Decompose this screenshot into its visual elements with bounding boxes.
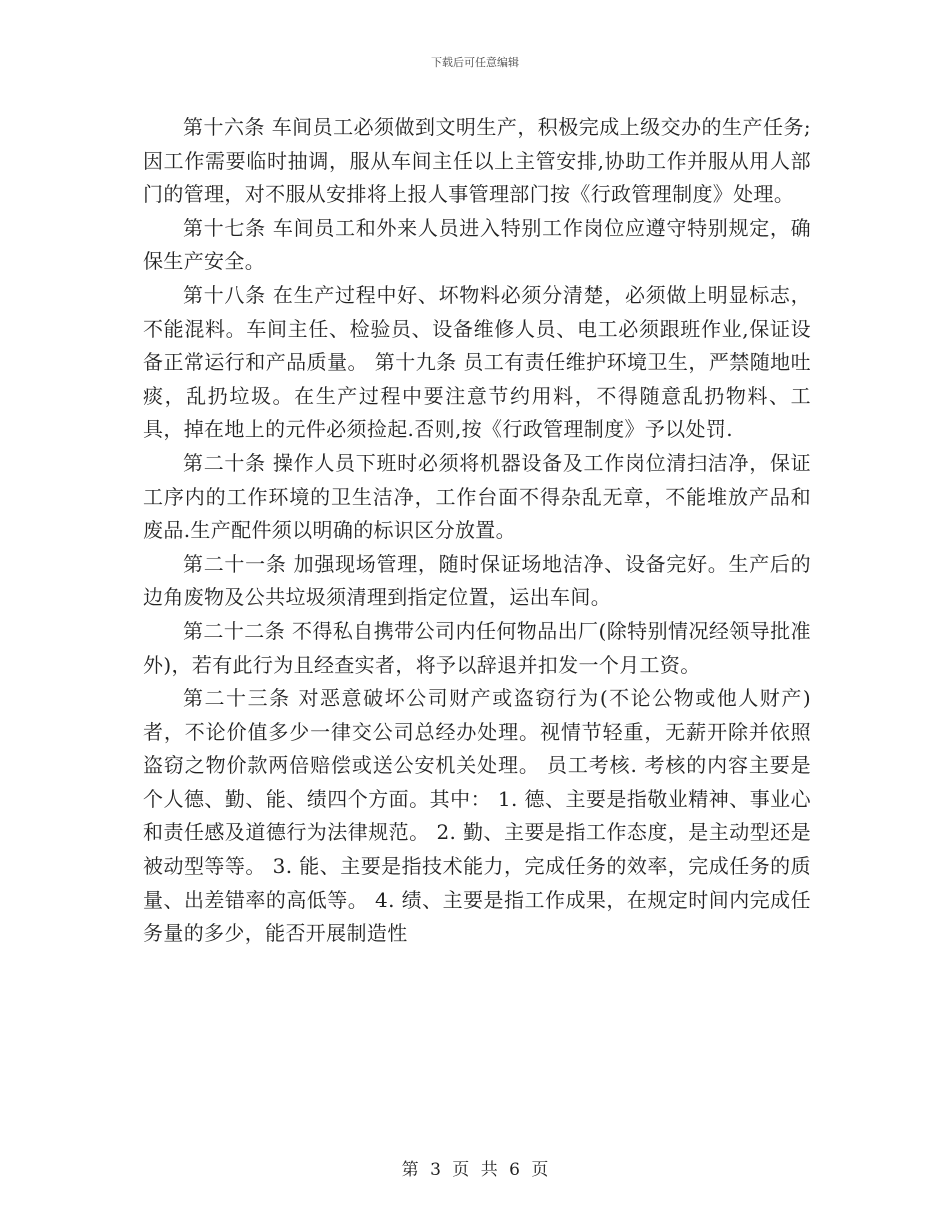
document-body	[143, 111, 811, 951]
paragraph-article-21: 第二十一条 加强现场管理，随时保证场地洁净、设备完好。生产后的边角废物及公共垃圾须清理到指定位置，运出车间。	[143, 551, 811, 610]
paragraph-article-17: 第十七条 车间员工和外来人员进入特别工作岗位应遵守特别规定，确保生产安全。	[143, 215, 811, 274]
paragraph-article-20: 第二十条 操作人员下班时必须将机器设备及工作岗位清扫洁净，保证工序内的工作环境的卫生洁净，工作台面不得杂乱无章，不能堆放产品和废品.生产配件须以明确的标识区分放置。	[143, 450, 811, 543]
paragraph-article-18-19: 第十八条 在生产过程中好、坏物料必须分清楚，必须做上明显标志，不能混料。车间主任、检验员、设备维修人员、电工必须跟班作业,保证设备正常运行和产品质量。 第十九条 员工有责任维护环境卫生，严禁随地吐痰，乱扔垃圾。在生产过程中要注意节约用料，不得随意乱扔物料、工具，掉在地上的元件必须捡起.否则,按《行政管理制度》予以处罚.	[143, 282, 811, 442]
paragraph-article-16: 第十六条 车间员工必须做到文明生产，积极完成上级交办的生产任务;因工作需要临时抽调，服从车间主任以上主管安排,协助工作并服从用人部门的管理，对不服从安排将上报人事管理部门按《行政管理制度》处理。	[143, 115, 811, 207]
page-header: 下载后可任意编辑	[431, 56, 519, 69]
paragraph-article-23: 第二十三条 对恶意破坏公司财产或盗窃行为(不论公物或他人财产)者，不论价值多少一律交公司总经办处理。视情节轻重，无薪开除并依照盗窃之物价款两倍赔偿或送公安机关处理。 员工考核. 考核的内容主要是个人德、勤、能、绩四个方面。其中： 1. 德、主要是指敬业精神、事业心和责任感及道德行为法律规范。 2. 勤、主要是指工作态度，是主动型还是被动型等等。 3. 能、主要是指技术能力，完成任务的效率，完成任务的质量、出差错率的高低等。 4. 绩、主要是指工作成果，在规定时间内完成任务量的多少，能否开展制造性	[143, 686, 811, 946]
paragraph-article-22: 第二十二条 不得私自携带公司内任何物品出厂(除特别情况经领导批准外)，若有此行为且经查实者，将予以辞退并扣发一个月工资。	[143, 618, 811, 677]
page-number: 第 3 页 共 6 页	[401, 1160, 549, 1180]
